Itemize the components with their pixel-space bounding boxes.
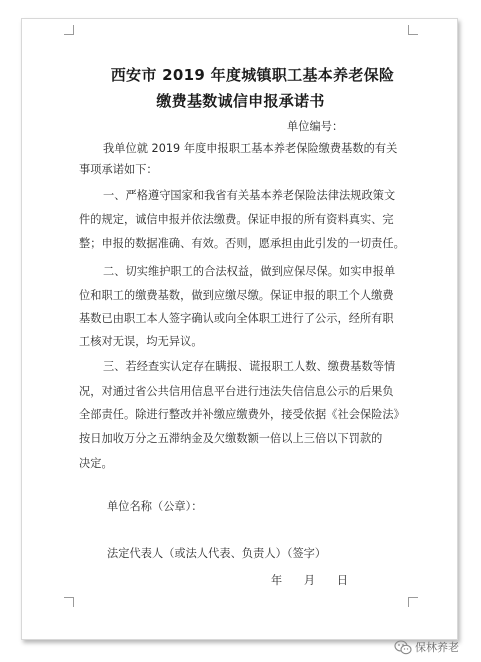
body-line: 位和职工的缴费基数，做到应缴尽缴。保证申报的职工个人缴费 xyxy=(79,289,394,302)
body-line: 全部责任。除进行整改并补缴应缴费外，接受依据《社会保险法》 xyxy=(79,408,405,421)
unit-code-label: 单位编号： xyxy=(287,120,344,133)
body-line: 三、若经查实认定存在瞒报、谎报职工人数、缴费基数等情 xyxy=(103,360,396,373)
wechat-icon xyxy=(394,640,412,655)
legal-representative-signature-label: 法定代表人（或法人代表、负责人）（签字） xyxy=(107,547,327,560)
document-title-line-2: 缴费基数诚信申报承诺书 xyxy=(156,92,325,110)
date-label: 年 月 日 xyxy=(271,574,348,587)
watermark xyxy=(394,638,459,656)
crop-mark-top-left xyxy=(64,25,74,35)
body-line: 按日加收万分之五滞纳金及欠缴数额一倍以上三倍以下罚款的 xyxy=(79,432,383,445)
body-line: 件的规定，诚信申报并依法缴费。保证申报的所有资料真实、完 xyxy=(79,213,394,226)
body-line: 决定。 xyxy=(79,457,113,470)
watermark-text: 保林养老 xyxy=(415,641,459,654)
crop-mark-bottom-right xyxy=(408,597,418,607)
body-line: 我单位就 2019 年度申报职工基本养老保险缴费基数的有关 xyxy=(103,142,398,155)
body-line: 一、严格遵守国家和我省有关基本养老保险法律法规政策文 xyxy=(103,189,396,202)
body-line: 事项承诺如下： xyxy=(79,163,158,176)
unit-name-seal-label: 单位名称（公章）： xyxy=(107,500,203,513)
body-line: 况，对通过省公共信用信息平台进行违法失信信息公示的后果负 xyxy=(79,385,394,398)
body-line: 二、切实维护职工的合法权益，做到应保尽保。如实申报单 xyxy=(103,265,396,278)
body-line: 工核对无误，均无异议。 xyxy=(79,335,203,348)
crop-mark-top-right xyxy=(408,25,418,35)
crop-mark-bottom-left xyxy=(64,597,74,607)
document-title-line-1: 西安市 2019 年度城镇职工基本养老保险 xyxy=(110,66,395,84)
body-line: 整；申报的数据准确、有效。否则，愿承担由此引发的一切责任。 xyxy=(79,237,405,250)
body-line: 基数已由职工本人签字确认或向全体职工进行了公示，经所有职 xyxy=(79,312,394,325)
